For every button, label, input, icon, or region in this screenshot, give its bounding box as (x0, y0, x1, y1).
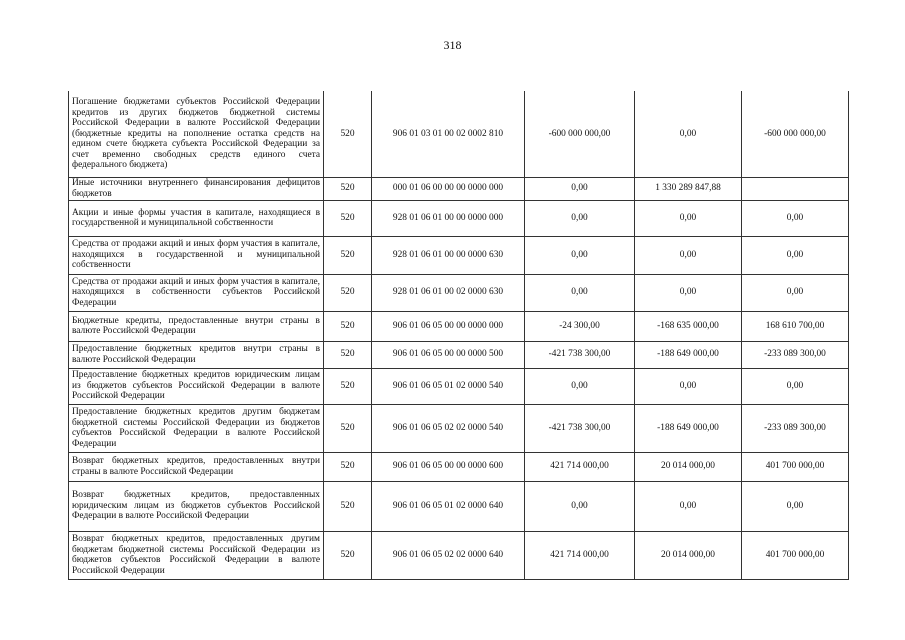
row-admin-code: 520 (324, 236, 372, 274)
table-row (69, 91, 849, 177)
row-admin-code: 520 (324, 368, 372, 404)
row-amount-3: -233 089 300,00 (742, 341, 849, 368)
row-classification-code: 906 01 06 05 01 02 0000 540 (372, 368, 525, 404)
row-amount-3: -600 000 000,00 (742, 91, 849, 177)
row-name: Средства от продажи акций и иных форм участия в капитале, находящихся в государственной и муниципальной собственности (69, 236, 324, 274)
row-name: Предоставление бюджетных кредитов юридическим лицам из бюджетов субъектов Российской Федерации в валюте Российской Федерации (69, 368, 324, 404)
row-admin-code: 520 (324, 311, 372, 341)
row-admin-code: 520 (324, 481, 372, 531)
row-name: Акции и иные формы участия в капитале, находящиеся в государственной и муниципальной собственности (69, 200, 324, 236)
row-amount-2: 0,00 (635, 368, 742, 404)
row-amount-1: 0,00 (525, 481, 635, 531)
row-name: Средства от продажи акций и иных форм участия в капитале, находящихся в собственности субъектов Российской Федерации (69, 274, 324, 311)
row-amount-1: -421 738 300,00 (525, 404, 635, 452)
row-classification-code: 906 01 03 01 00 02 0002 810 (372, 91, 525, 177)
row-amount-1: 0,00 (525, 200, 635, 236)
table-row (69, 368, 849, 404)
row-name: Предоставление бюджетных кредитов другим бюджетам бюджетной системы Российской Федерации из бюджетов субъектов Российской Федерации в валюте Российской Федерации (69, 404, 324, 452)
table-row (69, 531, 849, 579)
row-amount-3: 0,00 (742, 481, 849, 531)
row-classification-code: 906 01 06 05 00 00 0000 500 (372, 341, 525, 368)
row-amount-2: -188 649 000,00 (635, 341, 742, 368)
row-amount-3: 401 700 000,00 (742, 452, 849, 481)
table-row (69, 200, 849, 236)
row-admin-code: 520 (324, 452, 372, 481)
row-amount-1: 0,00 (525, 274, 635, 311)
row-amount-1: -24 300,00 (525, 311, 635, 341)
row-amount-2: 0,00 (635, 236, 742, 274)
row-classification-code: 906 01 06 05 02 02 0000 640 (372, 531, 525, 579)
row-name: Бюджетные кредиты, предоставленные внутри страны в валюте Российской Федерации (69, 311, 324, 341)
row-amount-2: 0,00 (635, 200, 742, 236)
row-amount-1: 421 714 000,00 (525, 531, 635, 579)
table-row (69, 481, 849, 531)
row-amount-1: -600 000 000,00 (525, 91, 635, 177)
row-classification-code: 000 01 06 00 00 00 0000 000 (372, 177, 525, 200)
row-amount-3: 0,00 (742, 274, 849, 311)
row-admin-code: 520 (324, 341, 372, 368)
row-admin-code: 520 (324, 91, 372, 177)
table-row (69, 452, 849, 481)
row-classification-code: 906 01 06 05 01 02 0000 640 (372, 481, 525, 531)
row-amount-3: 401 700 000,00 (742, 531, 849, 579)
table-row (69, 274, 849, 311)
table-row (69, 404, 849, 452)
row-amount-3: 168 610 700,00 (742, 311, 849, 341)
row-amount-2: 0,00 (635, 91, 742, 177)
row-classification-code: 906 01 06 05 02 02 0000 540 (372, 404, 525, 452)
row-amount-2: 0,00 (635, 481, 742, 531)
row-amount-2: 20 014 000,00 (635, 452, 742, 481)
table-row (69, 177, 849, 200)
page-number: 318 (443, 38, 462, 52)
table-row (69, 236, 849, 274)
row-amount-3 (742, 177, 849, 200)
row-classification-code: 928 01 06 01 00 00 0000 630 (372, 236, 525, 274)
row-amount-2: -188 649 000,00 (635, 404, 742, 452)
row-name: Возврат бюджетных кредитов, предоставленных другим бюджетам бюджетной системы Российской Федерации из бюджетов субъектов Российской Федерации в валюте Российской Федерации (69, 531, 324, 579)
row-name: Иные источники внутреннего финансирования дефицитов бюджетов (69, 177, 324, 200)
row-admin-code: 520 (324, 200, 372, 236)
row-amount-3: 0,00 (742, 368, 849, 404)
row-classification-code: 906 01 06 05 00 00 0000 000 (372, 311, 525, 341)
table-row (69, 341, 849, 368)
row-name: Возврат бюджетных кредитов, предоставленных юридическим лицам из бюджетов субъектов Российской Федерации в валюте Российской Федерации (69, 481, 324, 531)
row-amount-1: 0,00 (525, 368, 635, 404)
row-amount-2: 1 330 289 847,88 (635, 177, 742, 200)
row-amount-3: -233 089 300,00 (742, 404, 849, 452)
row-name: Возврат бюджетных кредитов, предоставленных внутри страны в валюте Российской Федерации (69, 452, 324, 481)
row-classification-code: 906 01 06 05 00 00 0000 600 (372, 452, 525, 481)
row-amount-2: 20 014 000,00 (635, 531, 742, 579)
row-amount-2: -168 635 000,00 (635, 311, 742, 341)
row-admin-code: 520 (324, 274, 372, 311)
budget-sources-table (68, 91, 849, 580)
row-amount-1: 0,00 (525, 177, 635, 200)
row-admin-code: 520 (324, 404, 372, 452)
row-classification-code: 928 01 06 01 00 02 0000 630 (372, 274, 525, 311)
row-amount-1: 0,00 (525, 236, 635, 274)
row-name: Предоставление бюджетных кредитов внутри страны в валюте Российской Федерации (69, 341, 324, 368)
row-amount-1: 421 714 000,00 (525, 452, 635, 481)
row-name: Погашение бюджетами субъектов Российской Федерации кредитов из других бюджетов бюджетной системы Российской Федерации в валюте Российской Федерации (бюджетные кредиты на пополнение остатка средств на едином счете бюджета субъекта Российской Федерации за счет временно свободных средств единого счета федерального бюджета) (69, 91, 324, 177)
row-admin-code: 520 (324, 531, 372, 579)
row-amount-1: -421 738 300,00 (525, 341, 635, 368)
row-amount-3: 0,00 (742, 200, 849, 236)
table-row (69, 311, 849, 341)
row-amount-2: 0,00 (635, 274, 742, 311)
row-admin-code: 520 (324, 177, 372, 200)
row-classification-code: 928 01 06 01 00 00 0000 000 (372, 200, 525, 236)
row-amount-3: 0,00 (742, 236, 849, 274)
